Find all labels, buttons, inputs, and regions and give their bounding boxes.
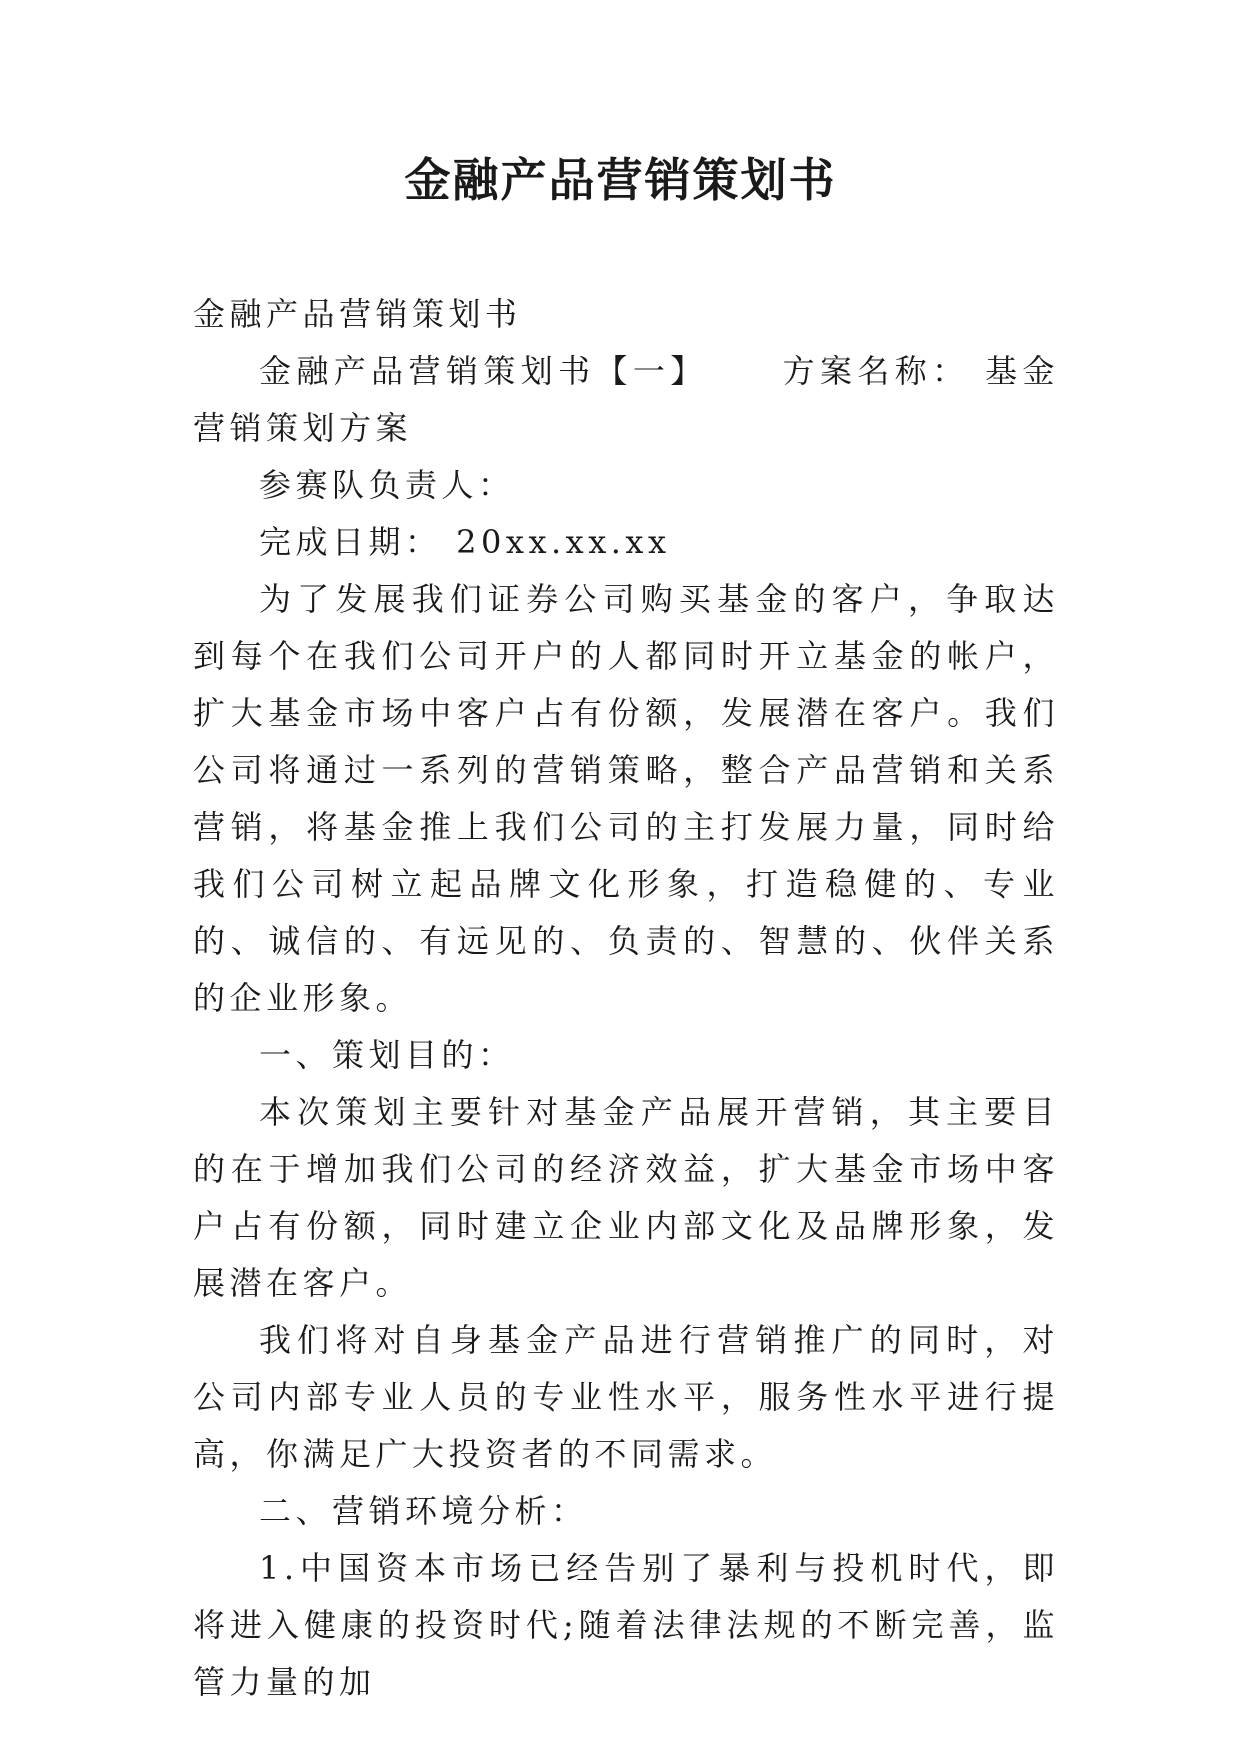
document-body <box>193 286 1059 1711</box>
intro-line <box>193 343 1059 457</box>
document-title: 金融产品营销策划书 <box>404 153 837 207</box>
intro-line-right: 方案名称： 基金营销策划方案 <box>193 352 1059 447</box>
paragraph-purpose: 本次策划主要针对基金产品展开营销，其主要目的在于增加我们公司的经济效益，扩大基金市场中客户占有份额，同时建立企业内部文化及品牌形象，发展潜在客户。 <box>193 1093 1059 1302</box>
section-heading-purpose: 一、策划目的： <box>259 1036 515 1074</box>
section-heading-environment: 二、营销环境分析： <box>259 1492 588 1530</box>
leader-line: 参赛队负责人： <box>259 466 515 504</box>
paragraph-promotion: 我们将对自身基金产品进行营销推广的同时，对公司内部专业人员的专业性水平，服务性水平进行提高，你满足广大投资者的不同需求。 <box>193 1321 1059 1473</box>
document-subtitle: 金融产品营销策划书 <box>193 295 522 333</box>
paragraph-background: 为了发展我们证券公司购买基金的客户，争取达到每个在我们公司开户的人都同时开立基金的帐户，扩大基金市场中客户占有份额，发展潜在客户。我们公司将通过一系列的营销策略，整合产品营销和关系营销，将基金推上我们公司的主打发展力量，同时给我们公司树立起品牌文化形象，打造稳健的、专业的、诚信的、有远见的、负责的、智慧的、伙伴关系的企业形象。 <box>193 580 1059 1017</box>
intro-line-left: 金融产品营销策划书【一】 <box>259 352 708 390</box>
date-line: 完成日期： 20xx.xx.xx <box>259 523 671 561</box>
paragraph-environment-1: 1.中国资本市场已经告别了暴利与投机时代，即将进入健康的投资时代;随着法律法规的不断完善，监管力量的加 <box>193 1549 1059 1701</box>
